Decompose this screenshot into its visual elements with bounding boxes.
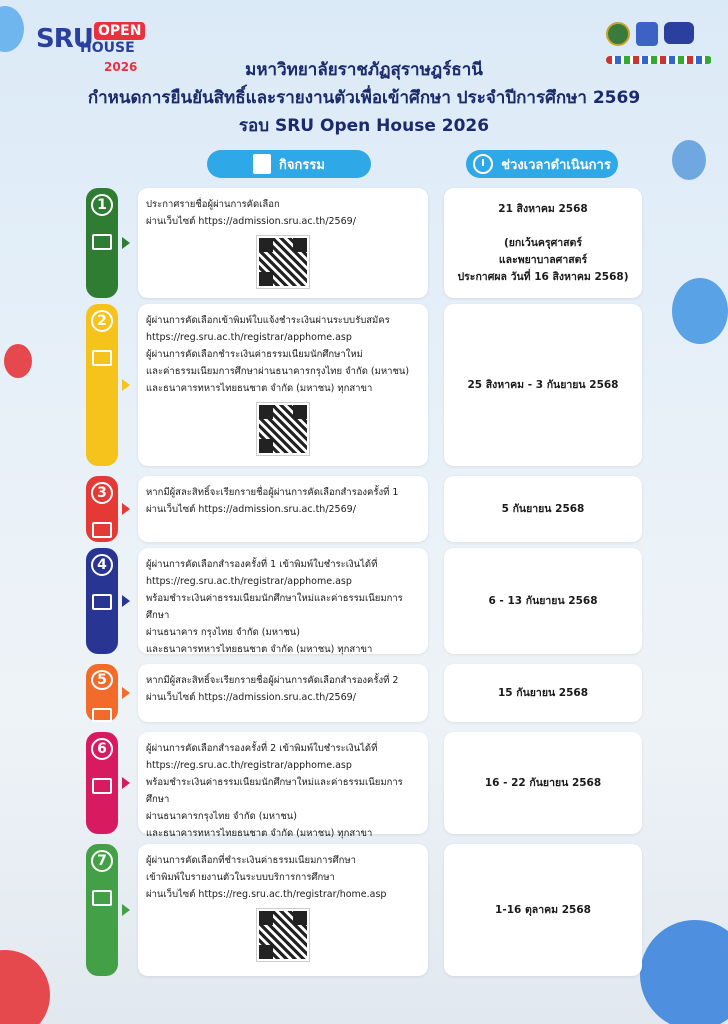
university-seal-icon [606,22,630,46]
time-card [444,304,642,466]
arrow-right-icon [122,687,130,699]
activity-text: https://reg.sru.ac.th/registrar/apphome.asp [146,332,352,343]
activity-text: หากมีผู้สละสิทธิ์จะเรียกรายชื่อผู้ผ่านการคัดเลือกสำรองครั้งที่ 2 [146,675,399,686]
activity-text: ผ่านธนาคาร กรุงไทย จำกัด (มหาชน) [146,627,301,638]
step-number: 7 [91,850,113,872]
activity-card [138,844,428,976]
time-text: 5 กันยายน 2568 [501,502,585,515]
activity-text: และธนาคารทหารไทยธนชาต จำกัด (มหาชน) ทุกสาขา [146,383,373,394]
balloon-decoration [4,344,32,378]
step-icon [92,708,112,722]
activity-text: ผ่านเว็บไซต์ https://admission.sru.ac.th/2569/ [146,216,356,227]
arrow-right-icon [122,904,130,916]
step-badge [86,548,118,654]
document-icon [253,154,271,174]
time-card [444,844,642,976]
qr-code[interactable] [257,403,309,455]
activity-text: ผ่านธนาคารกรุงไทย จำกัด (มหาชน) [146,811,297,822]
time-column-header: ช่วงเวลาดำเนินการ [466,150,618,178]
partner-logo-icon [664,22,694,44]
activity-card [138,304,428,466]
balloon-decoration [640,920,728,1024]
time-text: 1-16 ตุลาคม 2568 [495,903,591,916]
time-text: 6 - 13 กันยายน 2568 [488,594,598,607]
balloon-decoration [672,140,706,180]
arrow-right-icon [122,503,130,515]
step-number: 5 [91,670,113,690]
activity-card [138,664,428,722]
step-icon [92,522,112,538]
qr-code[interactable] [257,236,309,288]
balloon-decoration [0,6,24,52]
step-badge [86,664,118,722]
arrow-right-icon [122,777,130,789]
step-icon [92,234,112,250]
activity-text: ผู้ผ่านการคัดเลือกชำระเงินค่าธรรมเนียมนักศึกษาใหม่ [146,349,363,360]
balloon-decoration [0,950,50,1024]
activity-text: พร้อมชำระเงินค่าธรรมเนียมนักศึกษาใหม่และค่าธรรมเนียมการศึกษา [146,593,403,621]
activity-text: ผ่านเว็บไซต์ https://reg.sru.ac.th/registrar/home.asp [146,889,387,900]
activity-text: ผ่านเว็บไซต์ https://admission.sru.ac.th/2569/ [146,692,356,703]
time-text: 15 กันยายน 2568 [497,686,589,699]
step-number: 1 [91,194,113,216]
activity-text: หากมีผู้สละสิทธิ์จะเรียกรายชื่อผู้ผ่านการคัดเลือกสำรองครั้งที่ 1 [146,487,399,498]
activity-text: พร้อมชำระเงินค่าธรรมเนียมนักศึกษาใหม่และค่าธรรมเนียมการศึกษา [146,777,403,805]
arrow-right-icon [122,379,130,391]
step-badge [86,188,118,298]
activity-card [138,476,428,542]
step-badge [86,844,118,976]
time-text: 21 สิงหาคม 2568 [498,202,588,215]
activity-text: และธนาคารทหารไทยธนชาต จำกัด (มหาชน) ทุกสาขา [146,828,373,839]
step-number: 6 [91,738,113,760]
activity-text: เข้าพิมพ์ใบรายงานตัวในระบบบริการการศึกษา [146,872,335,883]
schedule-title: กำหนดการยืนยันสิทธิ์และรายงานตัวเพื่อเข้าศึกษา ประจำปีการศึกษา 2569 [87,88,641,108]
activity-column-header: กิจกรรม [207,150,371,178]
round-title: รอบ SRU Open House 2026 [238,116,490,136]
balloon-decoration [672,278,728,344]
activity-text: ผู้ผ่านการคัดเลือกสำรองครั้งที่ 2 เข้าพิมพ์ใบชำระเงินได้ที่ [146,743,378,754]
time-text: (ยกเว้นครุศาสตร์ [503,236,583,249]
arrow-right-icon [122,595,130,607]
time-card [444,188,642,298]
step-icon [92,594,112,610]
qr-code[interactable] [257,909,309,961]
step-badge [86,304,118,466]
time-card [444,476,642,542]
step-badge [86,732,118,834]
activity-card [138,732,428,839]
activity-text: และธนาคารทหารไทยธนชาต จำกัด (มหาชน) ทุกสาขา [146,644,373,655]
page-title [0,56,728,140]
activity-text: ผ่านเว็บไซต์ https://admission.sru.ac.th/2569/ [146,504,356,515]
clock-icon [473,154,493,174]
activity-text: และค่าธรรมเนียมการศึกษาผ่านธนาคารกรุงไทย จำกัด (มหาชน) [146,366,410,377]
arrow-right-icon [122,237,130,249]
activity-text: ผู้ผ่านการคัดเลือกสำรองครั้งที่ 1 เข้าพิมพ์ใบชำระเงินได้ที่ [146,559,378,570]
time-text: และพยาบาลศาสตร์ [498,253,588,266]
activity-text: ประกาศรายชื่อผู้ผ่านการคัดเลือก [146,199,280,210]
university-name: มหาวิทยาลัยราชภัฏสุราษฎร์ธานี [245,60,483,80]
step-icon [92,350,112,366]
activity-text: ผู้ผ่านการคัดเลือกที่ชำระเงินค่าธรรมเนียมการศึกษา [146,855,356,866]
time-text: 25 สิงหาคม - 3 กันยายน 2568 [467,378,619,391]
step-number: 4 [91,554,113,576]
activity-card [138,548,428,654]
time-card [444,732,642,834]
step-number: 2 [91,310,113,332]
step-icon [92,890,112,906]
step-badge [86,476,118,542]
activity-text: https://reg.sru.ac.th/registrar/apphome.asp [146,760,352,771]
activity-text: https://reg.sru.ac.th/registrar/apphome.asp [146,576,352,587]
time-text: 16 - 22 กันยายน 2568 [484,776,602,789]
step-number: 3 [91,482,113,504]
time-card [444,548,642,654]
time-text [541,218,545,235]
activity-card [138,188,428,298]
partner-logo-icon [636,22,658,46]
activity-text: ผู้ผ่านการคัดเลือกเข้าพิมพ์ใบแจ้งชำระเงินผ่านระบบรับสมัคร [146,315,390,326]
time-text: ประกาศผล วันที่ 16 สิงหาคม 2568) [457,270,629,283]
step-icon [92,778,112,794]
sru-open-house-logo: SRU OPEN HOUSE 2026 [30,18,150,80]
time-card [444,664,642,722]
